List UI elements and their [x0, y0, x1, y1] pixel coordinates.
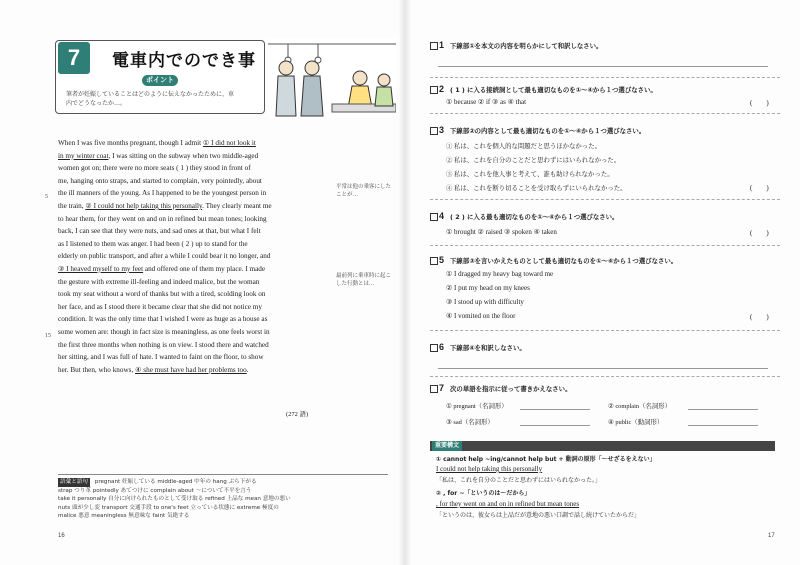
- separator: [430, 77, 780, 78]
- option-item: ③ 私は、これを他人事と考えて、誰も助けられなかった。: [446, 171, 614, 178]
- passage-text: condition. It was the only time that I wished I were as huge as a house as: [58, 315, 268, 324]
- passage-line: [58, 351, 326, 364]
- lesson-title: 電車内でのでき事: [112, 51, 256, 71]
- glossary-line: strap つり革 pointedly あてつけに complain about ～について不平を言う: [58, 487, 252, 494]
- passage-text: , I was sitting on the subway when two middle-aged: [108, 151, 259, 160]
- question-text: 下線部③を言いかえたものとして最も適切なものを①〜④から１つ選びなさい。: [450, 257, 678, 265]
- question-2: [430, 84, 780, 94]
- separator: [430, 113, 780, 114]
- passage-text: the train,: [58, 201, 86, 210]
- answer-paren[interactable]: ( ): [750, 184, 769, 192]
- passage-line: [58, 288, 326, 301]
- passage-text: When I was five months pregnant, though I admit: [58, 139, 203, 147]
- passage-text: elderly on public transport, and after a while I could bear it no longer, and: [58, 252, 271, 261]
- question-text: 下線部①を本文の内容を明らかにして和訳しなさい。: [450, 42, 603, 50]
- passage-line: [58, 313, 326, 326]
- question-text: 下線部②の内容として最も適切なものを①〜④から１つ選びなさい。: [450, 127, 646, 135]
- glossary-line: take it personally 自分に向けられたものとして受け取る refined 上品な mean 意地の悪い: [58, 496, 291, 503]
- question-4: [430, 211, 780, 221]
- passage-line: [58, 213, 326, 226]
- page-number-right: 17: [768, 533, 775, 539]
- underlined-phrase: ① I did not look it: [202, 139, 256, 147]
- glossary-label: 語彙と語句: [60, 479, 88, 485]
- word-count: (272 語): [286, 411, 309, 418]
- subway-illustration: [268, 38, 396, 118]
- passage-text: her. But then, who knows,: [58, 365, 136, 374]
- question-1: [430, 40, 780, 50]
- important-item: I could not help taking this personally: [436, 465, 543, 473]
- passage-text: took my seat without a word of thanks but with a tired, scolding look on: [58, 290, 266, 299]
- right-page: [410, 0, 800, 565]
- passage-line: [58, 326, 326, 339]
- passage-text: the gesture with extreme ill-feeling and indeed malice, but the woman: [58, 277, 260, 286]
- passage-line: [58, 162, 326, 175]
- answer-line[interactable]: [520, 425, 590, 426]
- answer-paren[interactable]: ( ): [750, 229, 769, 237]
- passage-text: .: [246, 365, 249, 374]
- passage-line: [58, 225, 326, 238]
- passage-line: [58, 250, 326, 263]
- question-number: 7: [430, 383, 448, 393]
- passage-text: the first three months when nothing is on view. I stood there and watched: [58, 340, 269, 349]
- answer-line[interactable]: [688, 409, 758, 410]
- glossary: [58, 474, 388, 521]
- underlined-phrase: in my winter coat: [58, 151, 109, 160]
- question-text: 次の単語を指示に従って書きかえなさい。: [450, 385, 572, 393]
- question-3: [430, 125, 780, 135]
- passage-text: women got on; there were no more seats ( 1 ) they stood in front of: [58, 164, 251, 173]
- separator: [430, 199, 780, 200]
- question-number: 4: [430, 211, 448, 221]
- options-row: ① brought ② raised ③ spoken ④ taken: [446, 228, 557, 236]
- separator: [430, 245, 780, 246]
- answer-line[interactable]: [520, 409, 590, 410]
- passage-line: [58, 137, 326, 150]
- passage-line: [58, 339, 326, 352]
- question-5: [430, 255, 780, 265]
- passage-text: me, hanging onto straps, and started to complain, very pointedly, about: [58, 176, 262, 185]
- important-item: , for they went on and on in refined but mean tones: [436, 500, 580, 508]
- passage-text: her face, and as I stood there it became clear that she did not notice my: [58, 302, 262, 311]
- option-item: ④ I vomited on the floor: [446, 312, 516, 320]
- important-header-bar: [430, 441, 775, 451]
- word-item: ③ sad（名詞形）: [446, 419, 494, 426]
- underlined-phrase: ③ I heaved myself to my feet: [58, 264, 144, 273]
- important-item: 「私は、これを自分のことだと思わずにはいられなかった。」: [436, 477, 602, 484]
- answer-line[interactable]: [438, 368, 768, 369]
- option-item: ① 私は、これを個人的な問題だと思うほかなかった。: [446, 143, 601, 150]
- lesson-number: 7: [58, 42, 90, 74]
- important-item: ① cannot help ~ing/cannot help but + 動詞の原形「～せざるをえない」: [436, 456, 656, 463]
- glossary-line: malice 悪意 meaningless 無意味な faint 気絶する: [58, 513, 190, 520]
- point-text: 筆者が妊娠していることはどのように伝えなかったために、車内でどうなったか…。: [66, 91, 235, 107]
- option-item: ① I dragged my heavy bag toward me: [446, 270, 554, 278]
- passage-text: back, I can see that they were nuts, and sad ones at that, but what I felt: [58, 227, 261, 236]
- passage-line: [58, 150, 326, 163]
- passage-text: the ill manners of the young. As I happened to be the youngest person in: [58, 189, 267, 198]
- question-7: [430, 383, 780, 393]
- passage-line: [58, 263, 326, 276]
- important-label: 重要構文: [432, 441, 462, 451]
- separator: [430, 376, 780, 377]
- question-text: ( 1 ) に入る接続詞として最も適切なものを①〜④から１つ選びなさい。: [450, 86, 657, 94]
- passage-text: and offered one of them my place. I made: [143, 264, 266, 273]
- passage-line: [58, 238, 326, 251]
- word-item: ④ public（動詞形）: [608, 419, 664, 426]
- passage-text: as I listened to them was anger. I had been ( 2 ) up to stand for the: [58, 239, 248, 248]
- passage-line: [58, 200, 326, 213]
- option-item: ③ I stood up with difficulty: [446, 298, 524, 306]
- question-number: 3: [430, 125, 448, 135]
- important-item: ② , for ~「というのは～だから」: [436, 490, 531, 497]
- word-item: ① pregnant（名詞形）: [446, 403, 508, 410]
- question-6: [430, 342, 780, 352]
- answer-line[interactable]: [438, 66, 768, 67]
- important-item: 「というのは、彼女らは上品だが意地の悪い口調で話し続けていたからだ」: [436, 512, 641, 519]
- passage-line: [58, 187, 326, 200]
- passage-text: some women are: though in fact size is meaningless, as one feels worst in: [58, 327, 270, 336]
- passage-line: [58, 301, 326, 314]
- answer-line[interactable]: [688, 425, 758, 426]
- options-row: ① because ② if ③ as ④ that: [446, 98, 527, 106]
- passage-text: her sitting, and I was full of hate. I wanted to faint on the floor, to show: [58, 353, 264, 362]
- margin-note-2: 最前列に乗車時に起こした行動とは…: [336, 273, 392, 287]
- reading-passage: [58, 137, 326, 376]
- option-item: ② I put my head on my knees: [446, 284, 530, 292]
- passage-text: to hear them, for they went on and on in refined but mean tones; looking: [58, 214, 267, 223]
- question-number: 2: [430, 84, 448, 94]
- glossary-line: nuts 頭が少し変 transport 交通手段 to one's feet 立っている状態に extreme 極度の: [58, 504, 279, 511]
- answer-paren[interactable]: ( ): [750, 313, 769, 321]
- glossary-line: pregnant 妊娠している middle-aged 中年の hang ぶら下がる: [94, 479, 257, 485]
- margin-note-1: 平常は他の乗客にしたことが…: [336, 184, 392, 198]
- passage-line: [58, 364, 326, 377]
- page-number-left: 16: [58, 533, 65, 539]
- option-item: ② 私は、これを自分のことだと思わずにはいられなかった。: [446, 157, 621, 164]
- separator: [430, 330, 780, 331]
- underlined-phrase: ② I could not help taking this personally: [85, 201, 203, 210]
- point-label: ポイント: [142, 75, 178, 86]
- answer-paren[interactable]: ( ): [750, 99, 769, 107]
- passage-line: [58, 276, 326, 289]
- line-number-15: 15: [45, 333, 51, 339]
- option-item: ④ 私は、これを断り切ることを受け取らずにいられなかった。: [446, 185, 627, 192]
- question-number: 1: [430, 40, 448, 50]
- question-number: 5: [430, 255, 448, 265]
- question-number: 6: [430, 342, 448, 352]
- word-item: ② complain（名詞形）: [608, 403, 672, 410]
- passage-line: [58, 175, 326, 188]
- underlined-phrase: ④ she must have had her problems too: [135, 365, 247, 374]
- passage-text: . They clearly meant me: [202, 201, 272, 210]
- question-text: ( 2 ) に入る最も適切なものを①〜④から１つ選びなさい。: [450, 213, 619, 221]
- line-number-5: 5: [45, 194, 48, 200]
- question-text: 下線部④を和訳しなさい。: [450, 344, 526, 352]
